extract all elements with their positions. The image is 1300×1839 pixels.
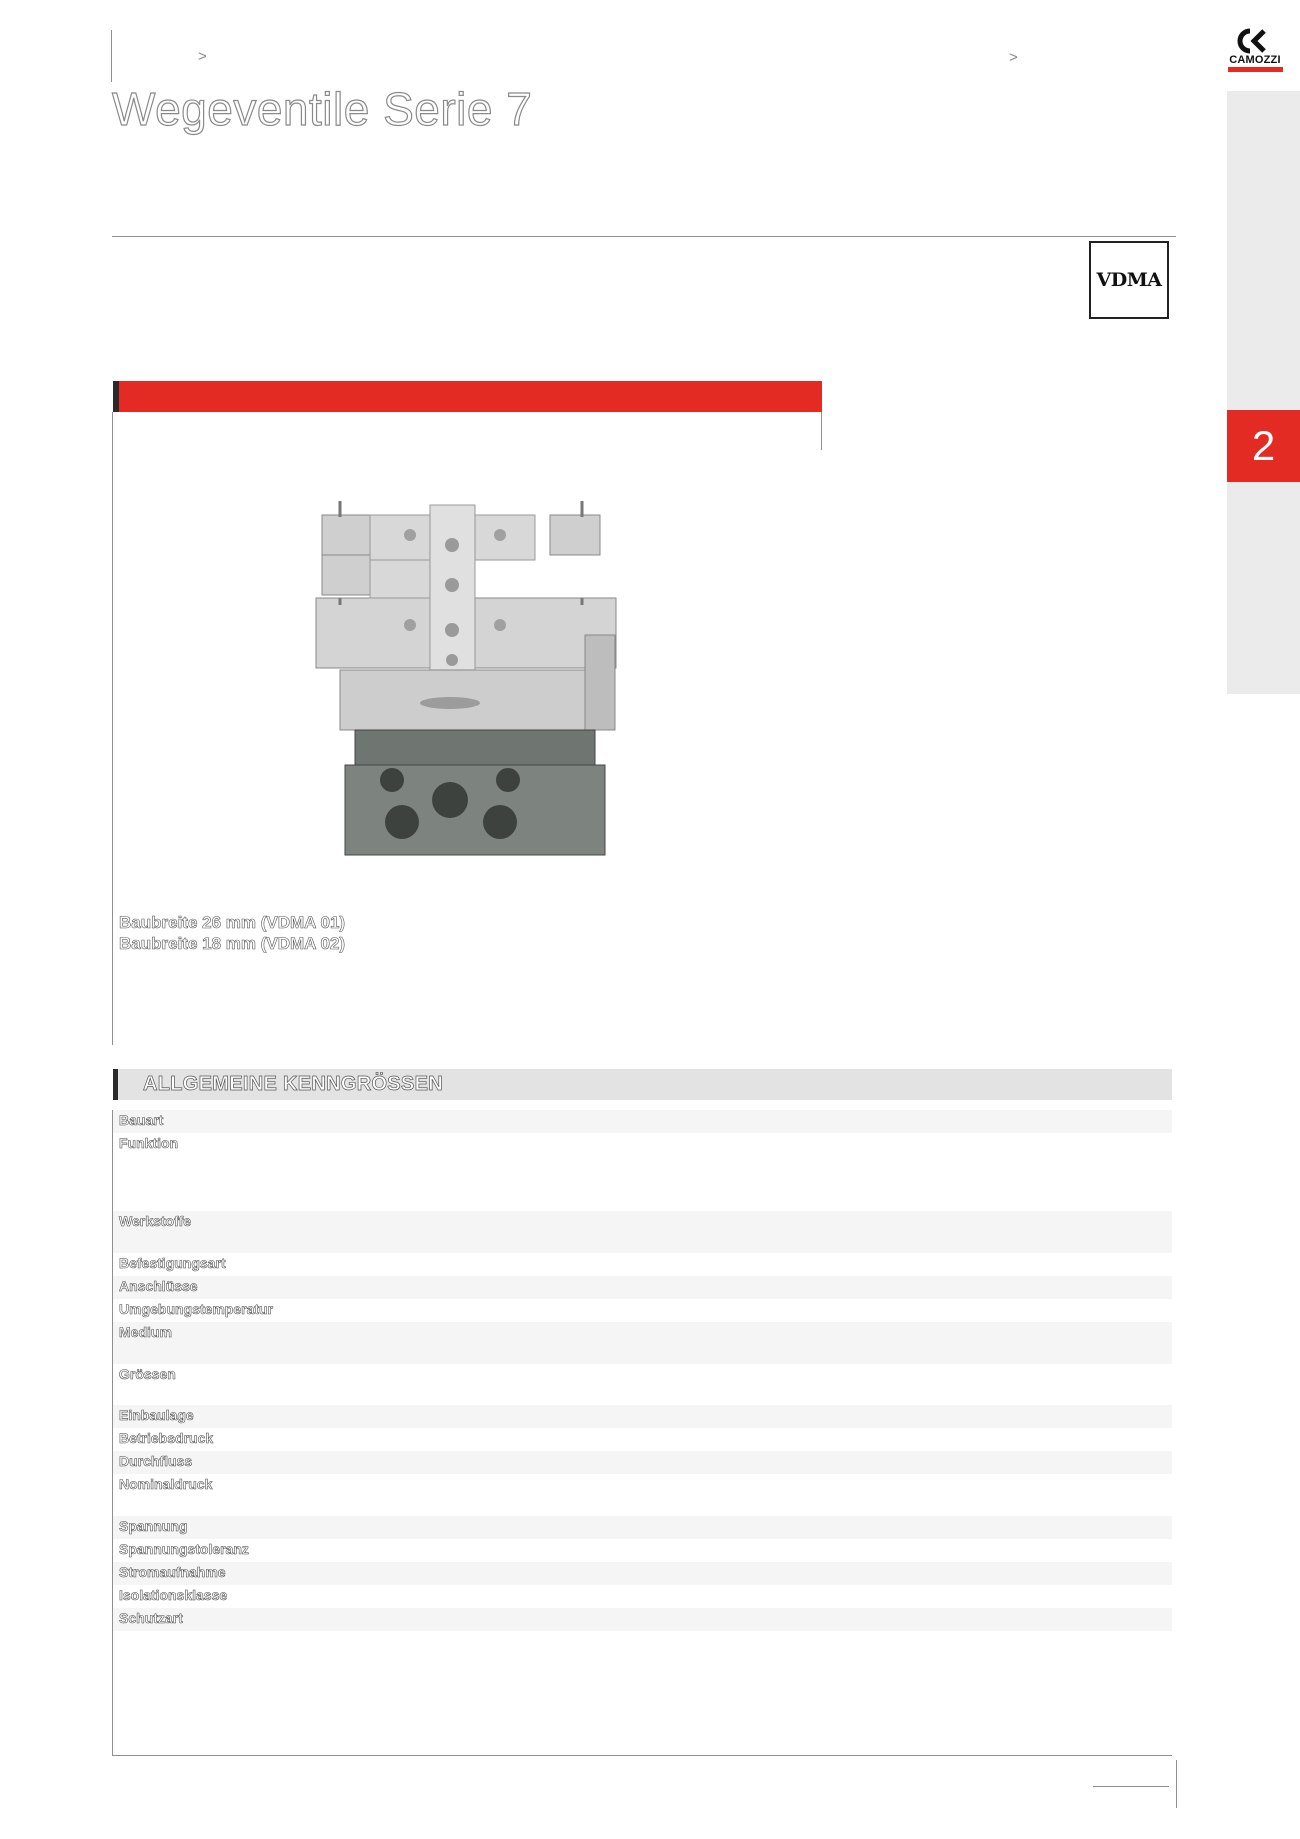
- footer-rule: [112, 1755, 1172, 1756]
- product-caption: Baubreite 18 mm (VDMA 02): [119, 934, 346, 953]
- page-marker-line: [1176, 1760, 1177, 1808]
- spec-label: Werkstoffe: [119, 1213, 192, 1229]
- spec-row: [113, 1451, 1172, 1474]
- brand-name: CAMOZZI: [1229, 54, 1281, 66]
- spec-label: Anschlüsse: [119, 1278, 198, 1294]
- specs-table: [113, 1110, 1172, 1631]
- spec-label: Bauart: [119, 1112, 164, 1128]
- spec-label: Funktion: [119, 1135, 179, 1151]
- spec-label: Befestigungsart: [119, 1255, 226, 1271]
- spec-row: [113, 1211, 1172, 1253]
- spec-row: [113, 1322, 1172, 1364]
- spec-label: Medium: [119, 1324, 172, 1340]
- spec-row: [113, 1474, 1172, 1516]
- page-number-rule: [1093, 1786, 1169, 1787]
- valve-photo-icon: [310, 495, 620, 865]
- spec-label: Einbaulage: [119, 1407, 194, 1423]
- vdma-badge: [1089, 241, 1169, 319]
- product-caption: Baubreite 26 mm (VDMA 01): [119, 913, 346, 932]
- spec-row: [113, 1562, 1172, 1585]
- brand-accent-bar: [1228, 67, 1283, 72]
- spec-row: [113, 1364, 1172, 1405]
- spec-label: Durchfluss: [119, 1453, 193, 1469]
- spec-row: [113, 1585, 1172, 1608]
- spec-row: [113, 1539, 1172, 1562]
- spec-label: Umgebungstemperatur: [119, 1301, 274, 1317]
- spec-label: Stromaufnahme: [119, 1564, 226, 1580]
- spec-row: [113, 1516, 1172, 1539]
- spec-row: [113, 1428, 1172, 1451]
- breadcrumb-separator: >: [198, 48, 207, 65]
- section-header-bar: [113, 381, 822, 412]
- spec-label: Schutzart: [119, 1610, 183, 1626]
- spec-label: Isolationsklasse: [119, 1587, 228, 1603]
- spec-row: [113, 1608, 1172, 1631]
- spec-row: [113, 1405, 1172, 1428]
- vdma-label: VDMA: [1096, 269, 1162, 291]
- spec-label: Betriebsdruck: [119, 1430, 214, 1446]
- spec-row: [113, 1253, 1172, 1276]
- spec-row: [113, 1110, 1172, 1133]
- chapter-tab[interactable]: 2: [1227, 410, 1300, 482]
- spec-label: Spannung: [119, 1518, 188, 1534]
- spec-row: [113, 1276, 1172, 1299]
- section-header-cap: [113, 381, 119, 412]
- page-title: Wegeventile Serie 7: [112, 83, 533, 135]
- camozzi-logo-icon: [1236, 28, 1266, 54]
- spec-row: [113, 1299, 1172, 1322]
- spec-row: [113, 1133, 1172, 1211]
- title-rule: [112, 236, 1176, 237]
- spec-label: Spannungstoleranz: [119, 1541, 249, 1557]
- side-panel: [1227, 91, 1300, 694]
- frame-line: [112, 412, 113, 1045]
- spec-label: Grössen: [119, 1366, 176, 1382]
- breadcrumb-separator: >: [1009, 49, 1018, 66]
- specs-header-cap: [113, 1069, 118, 1100]
- frame-line: [821, 412, 822, 450]
- spec-label: Nominaldruck: [119, 1476, 213, 1492]
- header-divider: [111, 30, 112, 82]
- specs-title: ALLGEMEINE KENNGRÖSSEN: [143, 1073, 443, 1095]
